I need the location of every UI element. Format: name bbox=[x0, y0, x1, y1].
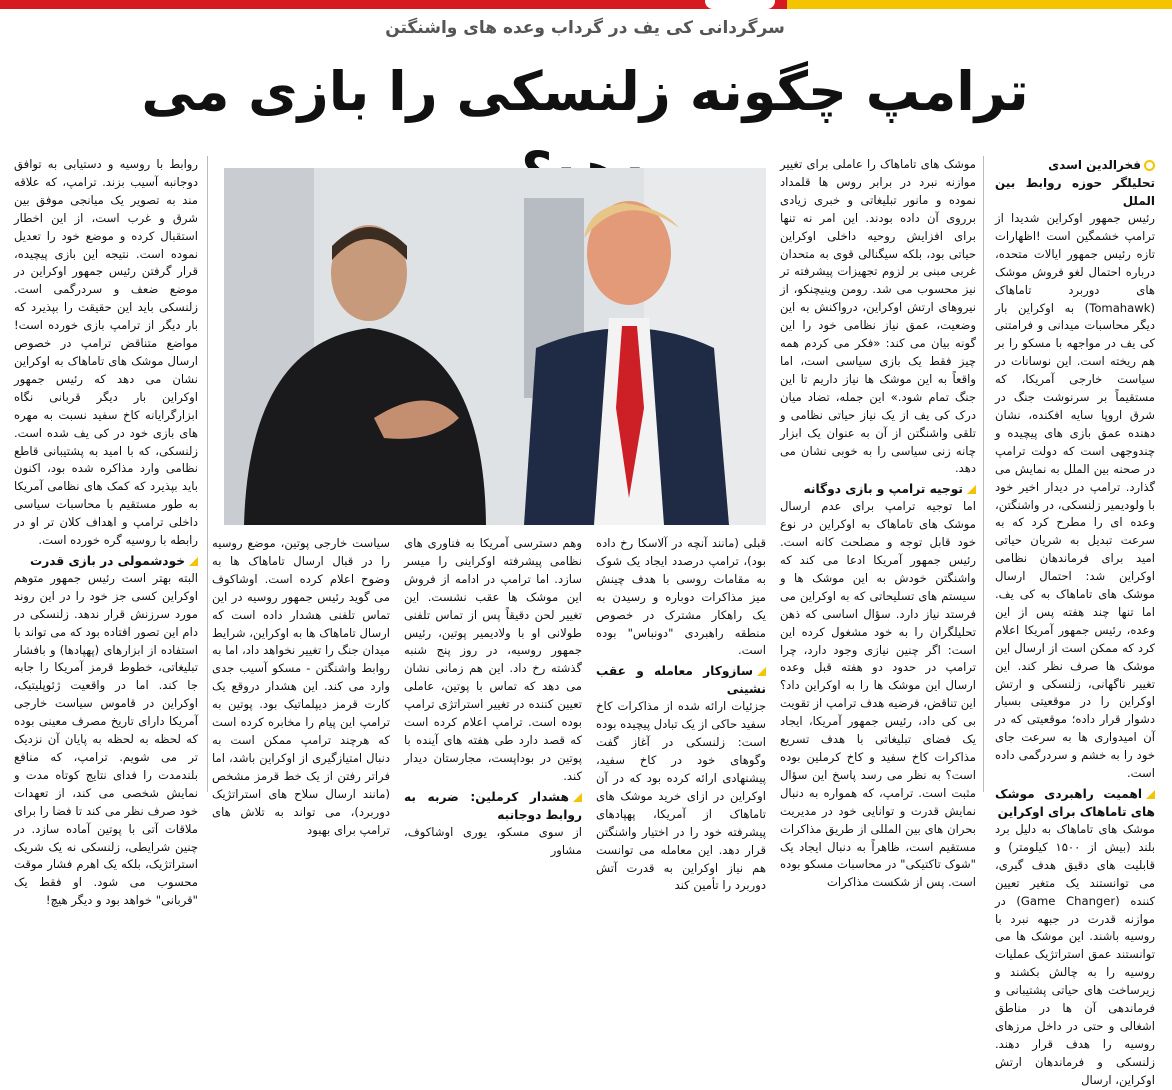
kicker-line: سرگردانی کی یف در گرداب وعده های واشنگتن bbox=[385, 18, 785, 38]
article-photo-trump-zelensky bbox=[224, 168, 766, 525]
column-2-paragraph-2: اما توجیه ترامپ برای عدم ارسال موشک های تاماهاک به اوکراین در نوع خود قابل توجه و مصلحت کانه است. رئیس جمهور آمریکا ادعا می کند که واشنگتن خودش به این موشک ها و سیستم های تسلیحاتی که به اوکراین می فرستد نیاز دارد. سؤال اساسی که ذهن تحلیلگران را به خود مشغول کرده این است: اگر چنین نیازی وجود دارد، چرا ترامپ در حدود دو هفته قبل وعده ارسال این موشک ها را به اوکراین داد؟ این تناقض، فرضیه هدف ترامپ از تقویت بی کی داد، رئیس جمهور آمریکا، ایجاد یک فضای تبلیغاتی با هدف تسریع مذاکرات کاخ سفید و کاخ کرملین بوده است؟ به نظر می رسد پاسخ این سؤال مثبت است. ترامپ، که همواره به دنبال نمایش قدرت و توانایی خود در مدیریت بحران های بین المللی از طریق مذاکرات مستقیم است، ظاهراً به دنبال ایجاد یک "شوک تاکتیکی" در محاسبات مسکو بوده است. پس از شکست مذاکرات bbox=[780, 499, 976, 890]
column-3-paragraph: قبلی (مانند آنچه در آلاسکا رخ داده بود)، ترامپ درصدد ایجاد یک شوک به مقامات روسی با هدف چینش میز مذاکرات دوباره و رسیدن به یک راهکار مشترک در خصوص منطقه راهبردی "دونباس" بوده است. bbox=[596, 536, 766, 658]
photo-illustration bbox=[224, 168, 766, 525]
column-3 bbox=[596, 535, 766, 893]
top-bar-red bbox=[0, 0, 787, 9]
column-4-paragraph: وهم دسترسی آمریکا به فناوری های نظامی پیشرفته اوکراینی را میسر سازد. اما ترامپ در ادامه از فروش این موشک ها عقب نشست. این تغییر لحن دقیقاً پس از تماس تلفنی طولانی او با ولادیمیر پوتین، رئیس جمهور روسیه، در روز پنج شنبه گذشته رخ داد. این هم زمانی نشان می دهد که تماس با پوتین، عاملی تعیین کننده در تغییر استراتژی ترامپ بوده است. ترامپ اعلام کرده است که قصد دارد طی هفته های آینده با پوتین در بوداپست، مجارستان دیدار کند. bbox=[404, 536, 582, 783]
column-2 bbox=[780, 156, 976, 890]
column-5 bbox=[212, 535, 390, 837]
column-divider bbox=[207, 156, 208, 792]
column-6-paragraph-2: البته بهتر است رئیس جمهور متوهم اوکراین کسی جز خود را در این روند مورد سرزنش قرار ندهد. زلنسکی در دام این تصور افتاده بود که می تواند با استفاده از ابزارهای (پهپادها) و بافشار تبلیغاتی، خطوط قرمز آمریکا را جابه جا کند. اما در واقعیت ژئوپلیتیک، اوکراین در قاموس سیاست خارجی آمریکا دارای تاریخ مصرف معینی بوده که لحظه به لحظه به پایان آن نزدیک تر می شویم. ترامپ، که منافع بلندمدت را فدای نتایج کوتاه مدت و نمایش شخصی می کند، از تعهدات خود صرف نظر می کند تا فضا را برای ملاقات آتی با پوتین آماده سازد. در چنین شرایطی، زلنسکی نه یک شریک استراتژیک، بلکه یک اهرم فشار موقت محسوب می شود. او فقط یک "قربانی" خواهد بود و دیگر هیچ! bbox=[14, 570, 198, 908]
top-bar-yellow bbox=[787, 0, 1172, 9]
subheading-kremlin-warning: هشدار کرملین: ضربه به روابط دوجانبه bbox=[404, 789, 582, 822]
column-1-paragraph-2: موشک های تاماهاک به دلیل برد بلند (بیش از ۱۵۰۰ کیلومتر) و قابلیت های دقیق هدف گیری، می توانستند یک متغیر تعیین کننده (Game Changer) در موازنه قدرت در جبهه نبرد با روسیه باشند. این موشک ها می توانستند عمق استراتژیک عملیات روسیه را به چالش بکشند و زیرساخت های حیاتی پشتیبانی و فرماندهی آن ها در مناطق اشغالی و حتی در داخل مرزهای روسیه را هدف قرار دهند. زلنسکی و فرماندهان ارتش اوکراین، ارسال bbox=[995, 822, 1155, 1087]
subheading-self-inflicted: خودشمولی در بازی قدرت bbox=[14, 552, 198, 570]
column-divider bbox=[983, 156, 984, 792]
author-title: تحلیلگر حوزه روابط بین الملل bbox=[995, 176, 1155, 208]
subheading-trump-justification: توجیه ترامپ و بازی دوگانه bbox=[780, 480, 976, 498]
column-4 bbox=[404, 535, 582, 857]
column-1-paragraph: رئیس جمهور اوکراین شدیدا از ترامپ خشمگین است !اظهارات تازه رئیس جمهور ایالات متحده، درباره احتمال لغو فروش موشک های دوربرد تاماهاک (Tomahawk) به اوکراین بار دیگر محاسبات میدانی و فرامتنی کی یف در مواجهه با مسکو را بر هم ریخته است. این نوسانات در سیاست خارجی آمریکا، که مستقیماً بر سرنوشت جنگ در شرق اروپا سایه افکنده، نشان دهنده عمق بازی های پیچیده و چندوجهی است که دولت ترامپ در صحنه بین الملل به نمایش می گذارد. ترامپ در دیدار اخیر خود با ولودیمیر زلنسکی، در واشنگتن، وعده ای را مطرح کرد که به سرعت تبدیل به شریان حیاتی امید برای فرماندهان نظامی اوکراین شد: احتمال ارسال موشک های تاماهاک به کی یف. اما تنها چند هفته پس از این وعده، رئیس جمهور آمریکا اعلام کرد که ممکن است از ارسال این موشک ها صرف نظر کند. این تغییر ناگهانی، زلنسکی و ارتش اوکراین را در موقعیتی بسیار دشوار قرار داده؛ موقعیتی که در آن امیدواری ها به سرعت جای خود را به خشم و سردرگمی داده است. bbox=[995, 211, 1155, 781]
column-5-paragraph: سیاست خارجی پوتین، موضع روسیه را در قبال ارسال تاماهاک ها به وضوح اعلام کرده است. اوشاکوف می گوید رئیس جمهور روسیه در این تماس تلفنی هشدار داده است که ارسال تاماهاک ها به اوکراین، شرایط میدان جنگ را تغییر نخواهد داد، اما به روابط واشنگتن - مسکو آسیب جدی وارد می کند. این هشدار دروقع یک کارت قرمز دیپلماتیک بود. پوتین به ترامپ این پیام را مخابره کرده است که هرچند ترامپ ممکن است به دنبال امتیازگیری از اوکراین باشد، اما فراتر رفتن از یک خط قرمز مشخص (مانند ارسال سلاح های استراتژیک دوربرد)، می تواند به تلاش های ترامپ برای بهبود bbox=[212, 536, 390, 837]
author-circle-icon bbox=[1144, 160, 1155, 171]
subheading-tomahawk-importance: اهمیت راهبردی موشک های تاماهاک برای اوکراین bbox=[995, 787, 1155, 819]
top-color-bar bbox=[0, 0, 1172, 9]
column-1 bbox=[995, 156, 1155, 1087]
author-name: فخرالدین اسدی bbox=[995, 156, 1155, 174]
column-2-paragraph: موشک های تاماهاک را عاملی برای تغییر موازنه نبرد در برابر روس ها قلمداد نموده و مانور تبلیغاتی و خبری زیادی برروی آن داده بودند. این امر نه تنها برای افزایش روحیه داخلی اوکراین حیاتی بود، بلکه سیگنالی قوی به متحدان غربی مبنی بر لزوم تجهیزات پیشرفته تر نیز محسوب می شد. رومن وینیچنکو، از نیروهای ارتش اوکراین، درواکنش به این وضعیت، عمق نیاز نظامی خود را این گونه بیان می کند: «فکر می کردم همه چیز فقط یک بازی سیاسی است، اما واقعاً به این موشک ها نیاز داریم تا این جنگ تمام شود.» این جمله، تضاد میان درک کی یف از یک نیاز حیاتی نظامی و تلقی واشنگتن از آن به عنوان یک ابزار چانه زنی سیاسی را به خوبی نشان می دهد. bbox=[780, 157, 976, 476]
column-6-paragraph: روابط با روسیه و دستیابی به توافق دوجانبه آسیب بزند. ترامپ، که علاقه مند به تصویر یک میانجی موفق بین شرق و غرب است، از این اخطار استقبال کرده و موضع خود را تعدیل نموده است. نتیجه این بازی پیچیده، قرار گرفتن رئیس جمهور اوکراین در موضع ضعف و سردرگمی است. زلنسکی باید این حقیقت را بپذیرد که بار دیگر از ترامپ بازی خورده است! مواضع متناقض ترامپ در خصوص ارسال موشک های تاماهاک به اوکراین نشان می دهد که رئیس جمهور اوکراین بار دیگر قربانی نگاه ابزارگرایانه کاخ سفید نسبت به مهره های بازی خود در کی یف شده است. زلنسکی، که با امید به پشتیبانی قاطع نظامی وارد مذاکره شده بود، اکنون باید بپذیرد که کمک های نظامی آمریکا به طور مستقیم با محاسبات سیاسی داخلی ترامپ و اهداف کلان تر او در رابطه با روسیه گره خورده است. bbox=[14, 157, 198, 548]
column-3-paragraph-2: جزئیات ارائه شده از مذاکرات کاخ سفید حاکی از یک تبادل پیچیده بوده است: زلنسکی در آغاز گفت وگوهای خود در کاخ سفید، پیشنهادی ارائه کرده بود که در آن اوکراین در ازای خرید موشک های تاماهاک از آمریکا، پهپادهای پیشرفته خود را در اختیار واشنگتن قرار دهد. این معامله می توانست هم نیاز اوکراین به قدرت آتش دوربرد را تأمین کند bbox=[596, 699, 766, 893]
headline: ترامپ چگونه زلنسکی را بازی می bbox=[141, 60, 1029, 123]
column-4-paragraph-2: از سوی مسکو، یوری اوشاکوف، مشاور bbox=[404, 824, 582, 857]
column-6 bbox=[14, 156, 198, 908]
top-bar-notch bbox=[705, 0, 775, 9]
subheading-deal-mechanism: سازوکار معامله و عقب نشینی bbox=[596, 664, 766, 697]
